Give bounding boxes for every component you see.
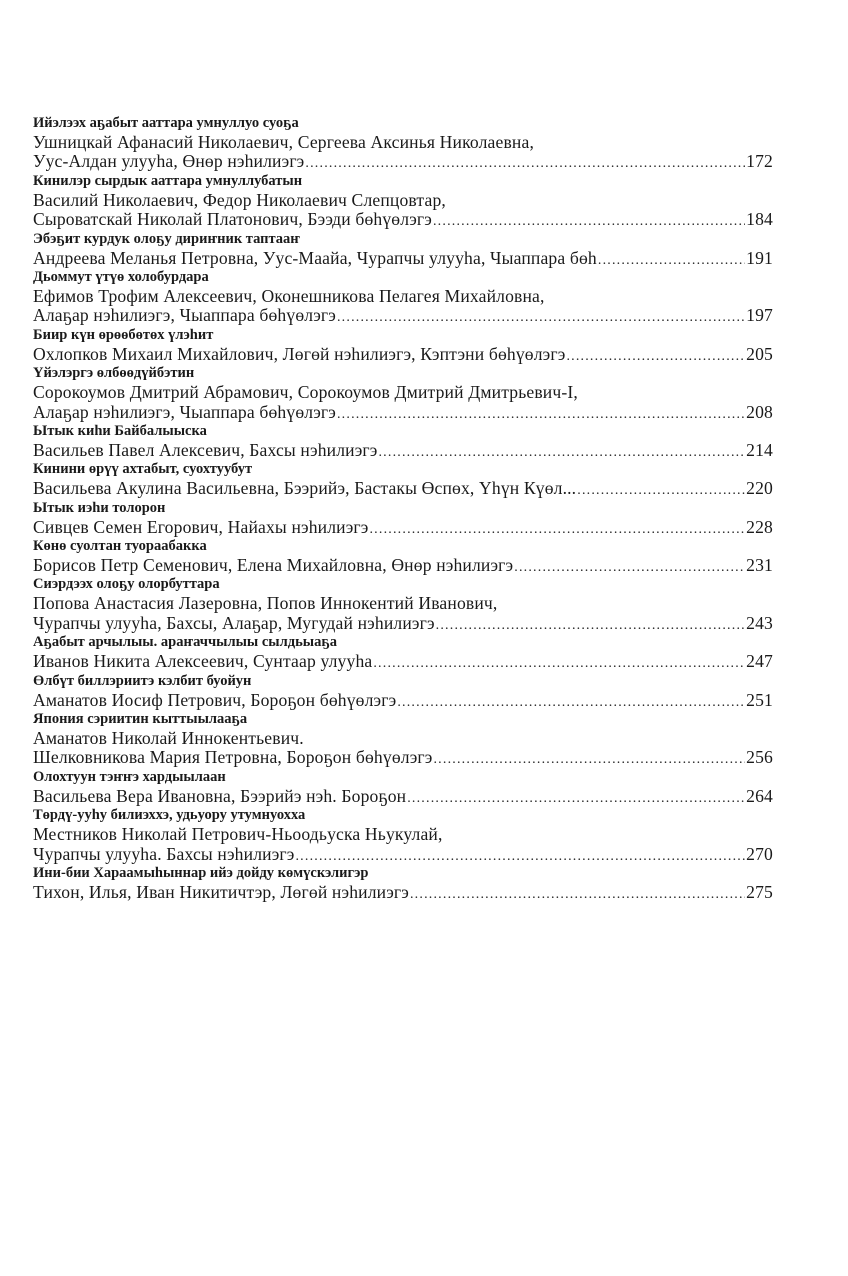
entry-author-line: Аманатов Иосиф Петрович, Бороҕон бөһүөлэгэ bbox=[33, 689, 397, 710]
dot-leader bbox=[436, 616, 746, 635]
dot-leader bbox=[598, 251, 745, 270]
page-number: 184 bbox=[746, 209, 773, 230]
entry-last-line bbox=[33, 691, 773, 710]
page-number: 172 bbox=[746, 151, 773, 172]
entry-last-line bbox=[33, 845, 773, 864]
entry-author-line: Ушницкай Афанасий Николаевич, Сергеева Аксинья Николаевна, bbox=[33, 132, 534, 152]
dot-leader bbox=[369, 520, 745, 539]
page-number: 256 bbox=[746, 747, 773, 768]
entry-author-line: Попова Анастасия Лазеровна, Попов Иннокентий Иванович, bbox=[33, 593, 498, 614]
entry-last-line bbox=[33, 210, 773, 229]
dot-leader bbox=[337, 308, 745, 327]
entry-title: Ини-бии Хараамыһыннар ийэ дойду көмүскэлигэр bbox=[33, 864, 369, 881]
entry-last-line bbox=[33, 479, 773, 498]
entry-title: Ытык киһи Байбалыыска bbox=[33, 422, 207, 439]
entry-last-line bbox=[33, 652, 773, 671]
toc-entry bbox=[33, 575, 773, 633]
entry-last-line bbox=[33, 152, 773, 171]
entry-last-line bbox=[33, 403, 773, 422]
toc-entry bbox=[33, 460, 773, 498]
page-number: 247 bbox=[746, 651, 773, 672]
toc-entry bbox=[33, 364, 773, 422]
entry-title: Биир күн өрөөбөтөх үлэһит bbox=[33, 326, 214, 343]
entry-author-line: Алаҕар нэһилиэгэ, Чыаппара бөһүөлэгэ bbox=[33, 305, 336, 326]
toc-entry bbox=[33, 864, 773, 902]
dot-leader bbox=[410, 885, 745, 904]
entry-author-line: Васильева Вера Ивановна, Бээрийэ нэһ. Бороҕон bbox=[33, 785, 407, 806]
toc-entry bbox=[33, 499, 773, 537]
dot-leader bbox=[378, 443, 745, 462]
entry-title: Кинилэр сырдык ааттара умнуллубатын bbox=[33, 172, 303, 189]
entry-title: Япония сэриитин кыттыылааҕа bbox=[33, 711, 248, 728]
page-number: 264 bbox=[746, 785, 773, 806]
entry-author-line: Чурапчы улууһа, Бахсы, Алаҕар, Мугудай нэһилиэгэ bbox=[33, 612, 435, 633]
table-of-contents bbox=[33, 114, 773, 902]
toc-entry bbox=[33, 230, 773, 268]
entry-author-line: Сыроватскай Николай Платонович, Бээди бөһүөлэгэ bbox=[33, 209, 432, 230]
entry-title: Ийэлээх аҕабыт ааттара умнуллуо суоҕа bbox=[33, 115, 299, 131]
entry-title: Ытык иэһи толорон bbox=[33, 499, 166, 516]
entry-last-line bbox=[33, 345, 773, 364]
toc-entry bbox=[33, 114, 773, 172]
page-number: 228 bbox=[746, 516, 773, 537]
dot-leader bbox=[305, 154, 745, 173]
entry-last-line bbox=[33, 518, 773, 537]
entry-last-line bbox=[33, 748, 773, 767]
entry-author-line: Чурапчы улууһа. Бахсы нэһилиэгэ bbox=[33, 843, 295, 864]
toc-entry bbox=[33, 710, 773, 768]
toc-entry bbox=[33, 422, 773, 460]
entry-author-line: Васильева Акулина Васильевна, Бээрийэ, Бастакы Өспөх, Үһүн Күөл... bbox=[33, 478, 577, 499]
dot-leader bbox=[566, 347, 745, 366]
toc-entry bbox=[33, 537, 773, 575]
page-number: 270 bbox=[746, 843, 773, 864]
entry-last-line bbox=[33, 556, 773, 575]
entry-title: Төрдү-ууһу билиэххэ, удьуору утумнуохха bbox=[33, 807, 306, 824]
dot-leader bbox=[373, 654, 745, 673]
entry-last-line bbox=[33, 614, 773, 633]
entry-author-line: Андреева Меланья Петровна, Уус-Маайа, Чурапчы улууһа, Чыаппара бөһ bbox=[33, 247, 597, 268]
page-number: 275 bbox=[746, 881, 773, 902]
entry-title: Үйэлэргэ өлбөөдүйбэтин bbox=[33, 365, 195, 382]
entry-author-line: Сивцев Семен Егорович, Найахы нэһилиэгэ bbox=[33, 516, 369, 537]
toc-entry bbox=[33, 633, 773, 671]
dot-leader bbox=[433, 212, 745, 231]
page-number: 251 bbox=[746, 689, 773, 710]
page-number: 205 bbox=[746, 343, 773, 364]
entry-title: Көнө суолтан туораабакка bbox=[33, 538, 207, 555]
entry-title: Кинини өрүү ахтабыт, суохтуубут bbox=[33, 461, 253, 478]
dot-leader bbox=[337, 405, 745, 424]
dot-leader bbox=[577, 481, 745, 500]
toc-entry bbox=[33, 806, 773, 864]
entry-last-line bbox=[33, 883, 773, 902]
toc-entry bbox=[33, 268, 773, 326]
toc-entry bbox=[33, 672, 773, 710]
dot-leader bbox=[397, 693, 745, 712]
entry-author-line: Василий Николаевич, Федор Николаевич Слепцовтар, bbox=[33, 189, 446, 210]
page-number: 208 bbox=[746, 401, 773, 422]
entry-title: Аҕабыт арчылыы. араҥаччылыы сылдьыаҕа bbox=[33, 634, 337, 651]
entry-author-line: Алаҕар нэһилиэгэ, Чыаппара бөһүөлэгэ bbox=[33, 401, 336, 422]
entry-title: Дьоммут үтүө холобурдара bbox=[33, 268, 209, 285]
dot-leader bbox=[433, 750, 745, 769]
dot-leader bbox=[514, 558, 745, 577]
page-number: 197 bbox=[746, 305, 773, 326]
entry-author-line: Ефимов Трофим Алексеевич, Оконешникова Пелагея Михайловна, bbox=[33, 285, 545, 306]
entry-title: Олохтуун тэҥҥэ хардыылаан bbox=[33, 768, 226, 785]
entry-last-line bbox=[33, 441, 773, 460]
entry-author-line: Сорокоумов Дмитрий Абрамович, Сорокоумов Дмитрий Дмитрьевич-I, bbox=[33, 382, 578, 403]
page-number: 243 bbox=[746, 612, 773, 633]
entry-last-line bbox=[33, 249, 773, 268]
toc-entry bbox=[33, 172, 773, 230]
toc-entry bbox=[33, 768, 773, 806]
entry-author-line: Шелковникова Мария Петровна, Бороҕон бөһүөлэгэ bbox=[33, 747, 433, 768]
page-number: 214 bbox=[746, 439, 773, 460]
toc-entry bbox=[33, 326, 773, 364]
entry-author-line: Васильев Павел Алексевич, Бахсы нэһилиэгэ bbox=[33, 439, 378, 460]
entry-author-line: Тихон, Илья, Иван Никитичтэр, Лөгөй нэһилиэгэ bbox=[33, 881, 409, 902]
entry-author-line: Уус-Алдан улууһа, Өнөр нэһилиэгэ bbox=[33, 151, 305, 172]
entry-last-line bbox=[33, 306, 773, 325]
page-number: 220 bbox=[746, 478, 773, 499]
page-number: 231 bbox=[746, 555, 773, 576]
entry-author-line: Борисов Петр Семенович, Елена Михайловна, Өнөр нэһилиэгэ bbox=[33, 555, 514, 576]
entry-author-line: Иванов Никита Алексеевич, Сунтаар улууһа bbox=[33, 651, 373, 672]
entry-last-line bbox=[33, 787, 773, 806]
entry-title: Сиэрдээх олоҕу олорбуттара bbox=[33, 576, 220, 593]
entry-author-line: Аманатов Николай Иннокентьевич. bbox=[33, 728, 304, 749]
entry-author-line: Местников Николай Петрович-Ньоодьуска Ньукулай, bbox=[33, 824, 443, 845]
page-number: 191 bbox=[746, 247, 773, 268]
entry-author-line: Охлопков Михаил Михайлович, Лөгөй нэһилиэгэ, Кэптэни бөһүөлэгэ bbox=[33, 343, 566, 364]
dot-leader bbox=[407, 789, 745, 808]
entry-title: Эбэҕит курдук олоҕу дириҥник таптааҥ bbox=[33, 230, 300, 247]
entry-title: Өлбүт биллэриитэ кэлбит буойун bbox=[33, 672, 252, 689]
